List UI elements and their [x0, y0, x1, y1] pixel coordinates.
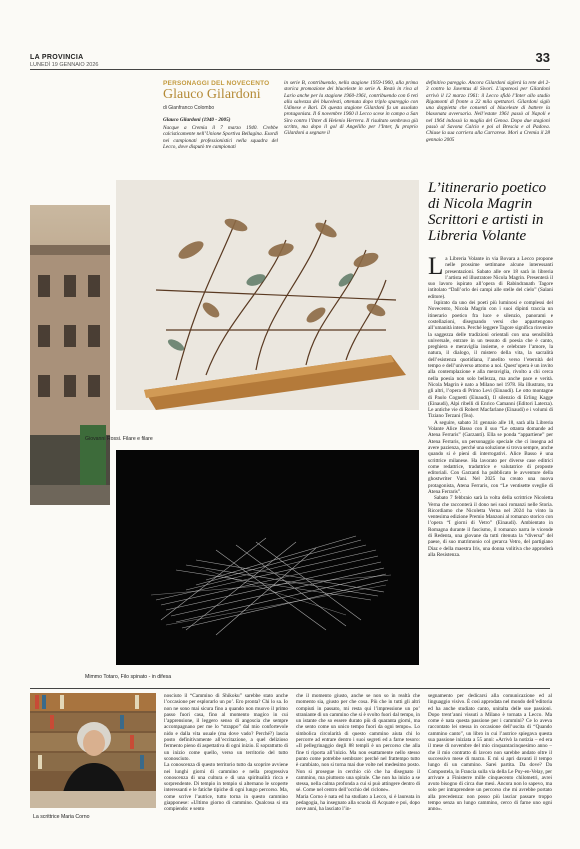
masthead-name: LA PROVINCIA [30, 54, 84, 61]
bio-col1: Nacque a Cremia il 7 marzo 1940. Crebbe calcisticamente nell’Unione Sportiva Bellagina. Esordì nei campionati professionistici nella squadra del Lecco, dove disputò tre campionati [163, 125, 278, 150]
page-number: 33 [535, 50, 550, 65]
bio-kicker: PERSONAGGI DEL NOVECENTO [163, 80, 270, 87]
article-p4: Sabato 7 febbraio sarà la volta della scrittrice Nicoletta Verna che racconterà il dono nei suoi romanzi nelle Storia. Ricordiamo che Nicoletta Verna nel 2024 ha vinto la ventesima edizione Premio Manzoni al romanzo storico con l’opera “I giorni di Vetro” (Einaudi). Ambientato in Romagna durante il fascismo, il romanzo narra le vicende di Redenta, una giovane da tutti ritenuta la “diversa” del paese, di suo matrimonio col gerarca Vetro, del partigiano Diaz e della maestra Iris, una donna volitiva che approderà alla Resistenza. [428, 495, 553, 558]
writer-photo [30, 693, 156, 808]
sculpture-photo-1 [116, 180, 419, 410]
article-dropcap: L [428, 256, 444, 280]
section-rule [30, 688, 550, 689]
bottom-col1: nosciuto il “Cammino di Shikoku” sarebbe stato anche l’occasione per esplorarlo un po’. Ero pronta? Chi lo sa. Io non ne sono mai sicura fino a quando non muovo il primo passo fuori casa, fino al momento magico in cui l’apprensione, il leggero senso di angoscia che sempre accompagnano per me lo “strappo” dal mio confortevole nido e dalla vita usuale (ma dove vado? Perché?) lascia posto definitivamente all’eccitazione, a quel delizioso fermento pieno di aspettativa di ogni inizio. E soprattutto di un inizio come quello, verso un territorio del tutto sconosciuto. La conoscenza di questo territorio tutto da scoprire avviene nei lunghi giorni di cammino e nella progressiva conoscenza di una cultura e di una spiritualità ricca e sorprendente. Di tempio in tempio si alternano le scoperte interessanti e le fatiche tipiche di ogni lungo percorso. Ma, come scrive l’autrice, tutto torna in questo cammino giapponese: «Ultimo giorno di cammino. Qualcosa si sta compiendo: e sento [164, 693, 288, 813]
street-photo [30, 205, 110, 505]
article-lead: a Libreria Volante in via Bovara a Lecco propone nelle prossime settimane alcune interessanti presentazioni. Sabato alle ore 18 sarà in libreria l’artista ed illustratore Nicola Magrin. Presenterà il suo lavoro ispirato all’opera di Rabindranath Tagore intitolato “Dall’orlo dei campi alle stelle del cielo” (Salani editore). [428, 256, 553, 300]
portrait-icon [30, 693, 156, 808]
bio-col2: in serie B, contribuendo, nella stagione 1959-1960, alla prima storica promozione dei bluceleste in serie A. Restò in riva al Lario anche per la stagione 1960-1961, contribuendo con 6 reti alla salvezza dei blucelesti, ottenuta dopo triplo spareggio con Udinese e Bari. Di questa stagione Gilardoni fu un assoluto protagonista. Il 6 novembre 1960 il Lecco scese in campo a San Siro contro l’Inter di Helenio Herrera. Il risultato sembrava già scritto, ma dopo il gol di Angelillo per l’Inter, fu proprio Gilardoni a segnare il [284, 80, 418, 137]
article-p3: A seguire, sabato 31 gennaio alle 18, sarà alla Libreria Volante Alice Basso con il suo “Le ottanta domande ad Atena Ferraris” (Garzanti). Ella se ponda “appartiene” per Atena Ferraris, un personaggio speciale che ci insegna ad avere pazienza, perché una soluzione si trova sempre, anche quando si è pieni di interrogativi. Alice Basso è una scrittrice milanese. Ha lavorato per diverse case editrici come redattrice, traduttrice e valutatrice di proposte editoriali. Con Garzanti ha pubblicato le avventure della ghostwriter Vani. Nel 2025 ha creato una nuova protagonista, Atena Ferraris, con “Le ventisette sveglie di Atena Ferraris”. [428, 419, 553, 495]
article-headline: L’itinerario poetico di Nicola Magrin Scrittori e artisti in Libreria Volante [428, 180, 547, 244]
bio-byline: di Gianfranco Colombo [163, 105, 215, 111]
wire-sculpture-icon [116, 450, 419, 665]
photo2-caption: Mimmo Totaro, Filo spinato - in difesa [85, 674, 172, 680]
bottom-col3: segnamento per dedicarsi alla comunicazione ed al linguaggio visivo. È così approdata nel mondo dell’editoria ed ha anche studiato canto, unitalta delle sue passioni. Dopo trent’anni vissuti a Milano è tornata a Lecco. Ma come è nata questa passione per i cammini? Ce lo aveva raccontato lei stessa in occasione dell’uscita di “Quando cammino canto”, un libro in cui l’autrice spiegava questa sua passione iniziata a 55 anni: «Arrivò la notizia – ed era il mese di novembre del mio cinquantacinquesimo anno – che il mio contratto di lavoro non sarebbe andato oltre il successivo mese di marzo. E mi si apri davanti il tempo lungo di un cammino. Sarei partita. Da dove? Da Compostela, in Francia sulla via della Le Puy-en-Velay, per arrivare a Finisterre mille cinquecento chilometri, avrei avuto bisogno di circa due mesi. Ancora non lo sapevo, ma solo per intraprendere un percorso che mi avrebbe portato alla precedenza: non posso più lasciar passare troppo tempo senza un lungo cammino, cerco di farne uno ogni anno». [428, 693, 552, 813]
building-icon [30, 205, 110, 505]
photo1-caption: Giovanni Rossi. Filare e filare [85, 436, 153, 442]
article-body [428, 256, 553, 668]
bio-heading: Glauco Gilardoni (1940 - 2005) [163, 117, 231, 123]
photo3-caption: La scrittrice Maria Corno [33, 814, 90, 820]
masthead [30, 54, 98, 69]
bio-col3: definitivo pareggio. Ancora Gilardoni siglerà la rete del 2-3 contro la Juventus di Sivori. L’apoteosi per Gilardoni arrivò il 12 marzo 1961: il Lecco sfidò l’Inter allo stadio Rigamonti di fronte a 22 mila spettatori. Gilardoni siglò una doppietta che consentì al bluceleste di battere la blasonata avversaria. Nell’estate 1961 passò al Napoli e nel 1964 indossò la maglia del Genoa. Dopo due stagioni passò al Savona Calcio e poi al Brescia e al Padova. Chiuse la sua carriera alla Carrarese. Morì a Cremia il 28 gennaio 2005 [426, 80, 550, 143]
bottom-col2: che il momento giusto, anche se non so in realtà che momento sia, giusto per che cosa. Più che in tutti gli altri compiuti in passato, mi resta qui l’impressione un po’ straniante di un cammino che si è svolto fuori dal tempo, in un istante che so essere durato più di quaranta giorni, ma che sento come un unico tempo fuori da ogni tempo». Lo simbolica circolarità di questo cammino aiuta chi lo percorre ad entrare dentro i suoi segreti ed a farne tesoro: «Il pellegrinaggio degli 88 templi è un percorso che alla fine ti riporta all’inizio. Ma non esattamente nello stesso punto come potrebbe sembrare: perché nel frattempo tutto è cambiato, non si torna mai due volte nel medesimo posto. Non si prosegue in cerchio ciò che ha disegnato il cammino, ma piuttosto una spirale. Che non ha inizio a se stessa, nella calma profonda a cui si può attingere dentro di sé. Come nel centro dell’occhio del ciclone». Maria Corno è nata ed ha studiato a Lecco, si è laureata in pedagogia, ha insegnato alla scuola di Acquate e poi, dopo nove anni, ha lasciato l’in- [296, 693, 420, 813]
bio-name: Glauco Gilardoni [163, 87, 261, 102]
header-rule [30, 69, 550, 70]
sculpture-photo-2 [116, 450, 419, 665]
article-p2: Ispirato da uno dei poeti più luminosi e complessi del Novecento, Nicola Magrin con i suoi dipinti traccia un itinerario poetico fra luce e silenzio, panorami e costellazioni, disegnando versi che appartengono all’umanità intera. Perché leggere Tagore significa rinvenire la saggezza delle tradizioni orientali con una sensibilità universale, entrare in un tessuto di poesia che è canto, preghiera e meraviglia insieme, e celebrare l’amore, la natura, il dialogo, il mistero della vita, la sacralità dell’esistenza quotidiana, l’anelito verso l’eternità del tempo e dell’universo attorno a noi. Quest’opera è un invito alla contemplazione e alla meraviglia, rivolto a chi cerca nella poesia non solo bellezza, ma anche pace e verità. Nicola Magrin è nato a Milano nel 1978. Ha illustrato, tra gli altri, l’opera di Primo Levi (Einaudi). Le otto montagne di Paolo Cognetti (Einaudi), Il silenzio di Erling Kagge (Einaudi), Alpi ribelli di Enrico Camanni (Editori Laterza). Le antiche vie di Robert Macfarlane (Einaudi) e i volumi di Tiziano Terzani (Tea). [428, 300, 553, 420]
leaf-sculpture-icon [116, 180, 419, 410]
bio-box [163, 80, 278, 179]
masthead-date: LUNEDÌ 19 GENNAIO 2026 [30, 62, 99, 68]
